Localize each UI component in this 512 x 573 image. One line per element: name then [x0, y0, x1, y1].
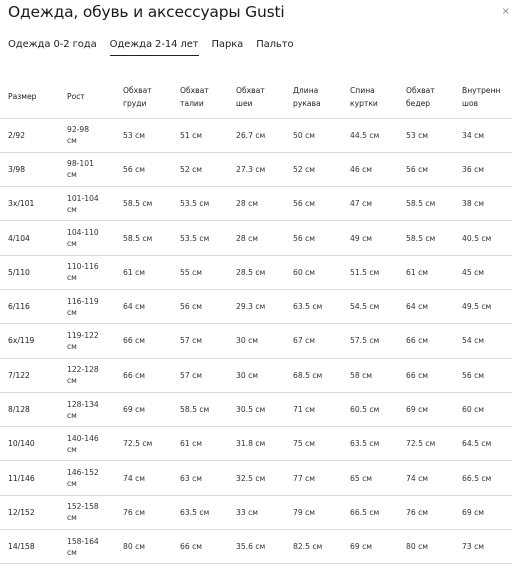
cell-height: 128-134 см: [67, 399, 99, 420]
cell-neck: 26.7 см: [236, 130, 266, 140]
cell-waist: 63 см: [180, 473, 202, 483]
cell-hips: 80 см: [406, 542, 428, 552]
tab-clothing-0-2[interactable]: Одежда 0-2 года: [8, 39, 97, 50]
header-inseam: Внутренн шов: [462, 85, 501, 108]
close-icon[interactable]: ×: [501, 6, 510, 17]
cell-neck: 30 см: [236, 336, 258, 346]
cell-hips: 64 см: [406, 302, 428, 312]
cell-back: 57.5 см: [350, 336, 380, 346]
tab-parka[interactable]: Парка: [211, 39, 244, 50]
cell-sleeve: 68.5 см: [293, 370, 323, 380]
cell-inseam: 69 см: [462, 507, 484, 517]
cell-height: 152-158 см: [67, 502, 99, 523]
cell-chest: 74 см: [123, 473, 145, 483]
cell-back: 66.5 см: [350, 507, 380, 517]
cell-size: 8/128: [8, 405, 30, 415]
header-height: Рост: [67, 92, 85, 102]
cell-waist: 52 см: [180, 164, 202, 174]
cell-waist: 66 см: [180, 542, 202, 552]
cell-inseam: 66.5 см: [462, 473, 492, 483]
cell-hips: 66 см: [406, 370, 428, 380]
cell-neck: 28 см: [236, 233, 258, 243]
cell-height: 116-119 см: [67, 296, 99, 317]
cell-inseam: 64.5 см: [462, 439, 492, 449]
cell-hips: 74 см: [406, 473, 428, 483]
cell-back: 58 см: [350, 370, 372, 380]
cell-height: 158-164 см: [67, 536, 99, 557]
cell-chest: 76 см: [123, 507, 145, 517]
cell-sleeve: 56 см: [293, 233, 315, 243]
cell-neck: 30.5 см: [236, 405, 266, 415]
cell-neck: 28 см: [236, 199, 258, 209]
table-row: [0, 358, 512, 392]
table-row: [0, 461, 512, 495]
cell-sleeve: 82.5 см: [293, 542, 323, 552]
cell-back: 49 см: [350, 233, 372, 243]
table-row: [0, 530, 512, 564]
cell-back: 44.5 см: [350, 130, 380, 140]
cell-back: 69 см: [350, 542, 372, 552]
cell-inseam: 36 см: [462, 164, 484, 174]
cell-waist: 57 см: [180, 370, 202, 380]
cell-chest: 61 см: [123, 267, 145, 277]
cell-hips: 76 см: [406, 507, 428, 517]
table-row: [0, 187, 512, 221]
table-header-row: [0, 76, 512, 118]
cell-waist: 61 см: [180, 439, 202, 449]
cell-size: 11/146: [8, 473, 35, 483]
cell-sleeve: 50 см: [293, 130, 315, 140]
cell-sleeve: 67 см: [293, 336, 315, 346]
cell-sleeve: 79 см: [293, 507, 315, 517]
table-row: [0, 495, 512, 529]
cell-chest: 66 см: [123, 370, 145, 380]
size-table: [0, 76, 512, 564]
cell-hips: 58.5 см: [406, 233, 436, 243]
cell-neck: 30 см: [236, 370, 258, 380]
header-sleeve: Длина рукава: [293, 85, 321, 108]
tab-clothing-2-14[interactable]: Одежда 2-14 лет: [110, 39, 199, 56]
cell-waist: 57 см: [180, 336, 202, 346]
cell-neck: 32.5 см: [236, 473, 266, 483]
header-neck: Обхват шеи: [236, 85, 265, 108]
cell-back: 65 см: [350, 473, 372, 483]
cell-waist: 58.5 см: [180, 405, 210, 415]
cell-chest: 80 см: [123, 542, 145, 552]
cell-sleeve: 71 см: [293, 405, 315, 415]
cell-inseam: 34 см: [462, 130, 484, 140]
cell-size: 4/104: [8, 233, 30, 243]
cell-neck: 31.8 см: [236, 439, 266, 449]
cell-hips: 69 см: [406, 405, 428, 415]
cell-inseam: 56 см: [462, 370, 484, 380]
cell-inseam: 54 см: [462, 336, 484, 346]
cell-inseam: 38 см: [462, 199, 484, 209]
cell-chest: 58.5 см: [123, 233, 153, 243]
table-row: [0, 427, 512, 461]
cell-neck: 35.6 см: [236, 542, 266, 552]
cell-inseam: 40.5 см: [462, 233, 492, 243]
cell-height: 146-152 см: [67, 468, 99, 489]
cell-back: 47 см: [350, 199, 372, 209]
table-row: [0, 392, 512, 426]
cell-inseam: 73 см: [462, 542, 484, 552]
cell-inseam: 60 см: [462, 405, 484, 415]
cell-height: 122-128 см: [67, 365, 99, 386]
cell-height: 92-98 см: [67, 125, 90, 146]
cell-height: 101-104 см: [67, 193, 99, 214]
tab-bar: [8, 39, 306, 56]
cell-height: 140-146 см: [67, 433, 99, 454]
cell-waist: 55 см: [180, 267, 202, 277]
cell-hips: 61 см: [406, 267, 428, 277]
tab-coat[interactable]: Пальто: [256, 39, 294, 50]
cell-chest: 64 см: [123, 302, 145, 312]
cell-sleeve: 52 см: [293, 164, 315, 174]
cell-waist: 56 см: [180, 302, 202, 312]
header-back: Спина куртки: [350, 85, 378, 108]
cell-size: 2/92: [8, 130, 26, 140]
cell-chest: 53 см: [123, 130, 145, 140]
cell-size: 6/116: [8, 302, 30, 312]
cell-hips: 66 см: [406, 336, 428, 346]
cell-waist: 51 см: [180, 130, 202, 140]
cell-neck: 29.3 см: [236, 302, 266, 312]
cell-size: 14/158: [8, 542, 35, 552]
cell-waist: 53.5 см: [180, 233, 210, 243]
cell-inseam: 49.5 см: [462, 302, 492, 312]
cell-size: 6х/119: [8, 336, 35, 346]
cell-neck: 33 см: [236, 507, 258, 517]
table-row: [0, 324, 512, 358]
cell-chest: 58.5 см: [123, 199, 153, 209]
cell-sleeve: 56 см: [293, 199, 315, 209]
table-row: [0, 255, 512, 289]
cell-sleeve: 60 см: [293, 267, 315, 277]
cell-height: 110-116 см: [67, 262, 99, 283]
cell-neck: 27.3 см: [236, 164, 266, 174]
cell-hips: 58.5 см: [406, 199, 436, 209]
cell-chest: 66 см: [123, 336, 145, 346]
cell-back: 60.5 см: [350, 405, 380, 415]
cell-size: 7/122: [8, 370, 30, 380]
cell-inseam: 45 см: [462, 267, 484, 277]
header-chest: Обхват груди: [123, 85, 152, 108]
cell-sleeve: 77 см: [293, 473, 315, 483]
cell-chest: 69 см: [123, 405, 145, 415]
cell-hips: 72.5 см: [406, 439, 436, 449]
cell-height: 104-110 см: [67, 228, 99, 249]
cell-size: 5/110: [8, 267, 30, 277]
cell-size: 3х/101: [8, 199, 35, 209]
cell-height: 98-101 см: [67, 159, 94, 180]
cell-size: 10/140: [8, 439, 35, 449]
table-row: [0, 152, 512, 186]
cell-waist: 53.5 см: [180, 199, 210, 209]
table-row: [0, 221, 512, 255]
cell-back: 54.5 см: [350, 302, 380, 312]
page-title: Одежда, обувь и аксессуары Gusti: [8, 3, 285, 21]
cell-neck: 28.5 см: [236, 267, 266, 277]
cell-sleeve: 75 см: [293, 439, 315, 449]
cell-back: 51.5 см: [350, 267, 380, 277]
header-waist: Обхват талии: [180, 85, 209, 108]
header-size: Размер: [8, 92, 37, 102]
table-row: [0, 289, 512, 323]
cell-size: 12/152: [8, 507, 35, 517]
cell-hips: 56 см: [406, 164, 428, 174]
cell-hips: 53 см: [406, 130, 428, 140]
cell-back: 63.5 см: [350, 439, 380, 449]
cell-size: 3/98: [8, 164, 26, 174]
cell-height: 119-122 см: [67, 330, 99, 351]
header-hips: Обхват бедер: [406, 85, 435, 108]
cell-chest: 56 см: [123, 164, 145, 174]
cell-back: 46 см: [350, 164, 372, 174]
cell-sleeve: 63.5 см: [293, 302, 323, 312]
cell-chest: 72.5 см: [123, 439, 153, 449]
cell-waist: 63.5 см: [180, 507, 210, 517]
table-row: [0, 118, 512, 152]
